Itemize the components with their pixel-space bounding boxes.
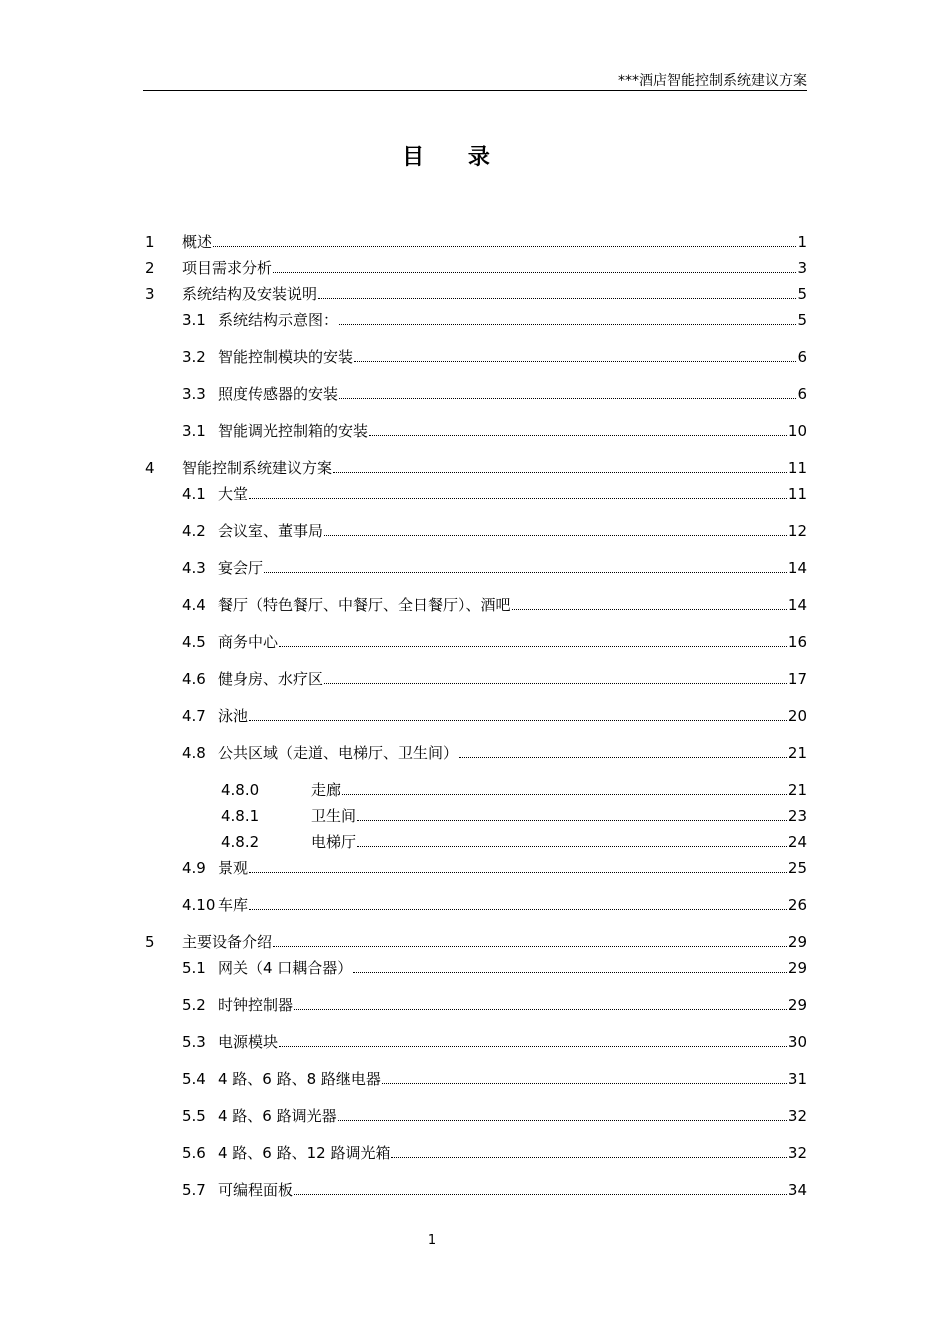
toc-entry-page: 17 (787, 670, 807, 688)
toc-entry-page: 26 (787, 896, 807, 914)
toc-entry[interactable] (182, 958, 807, 978)
toc-leader-dots (324, 535, 787, 536)
toc-entry-page: 14 (787, 596, 807, 614)
toc-entry[interactable] (145, 932, 807, 952)
toc-entry[interactable] (145, 284, 807, 304)
toc-entry[interactable] (182, 1069, 807, 1089)
toc-entry-number: 5.2 (182, 996, 206, 1014)
toc-leader-dots (294, 1009, 787, 1010)
toc-entry[interactable] (182, 995, 807, 1015)
toc-leader-dots (213, 246, 796, 247)
toc-entry-label: 系统结构示意图： (218, 311, 339, 329)
toc-entry-label: 电梯厅 (311, 833, 357, 851)
toc-entry[interactable] (182, 558, 807, 578)
toc-entry-page: 23 (787, 807, 807, 825)
toc-leader-dots (339, 324, 796, 325)
toc-entry-page: 16 (787, 633, 807, 651)
toc-entry-number: 3.2 (182, 348, 206, 366)
toc-leader-dots (512, 609, 787, 610)
toc-entry-label: 公共区域（走道、电梯厅、卫生间） (218, 744, 459, 762)
toc-entry-page: 34 (787, 1181, 807, 1199)
toc-entry[interactable] (182, 858, 807, 878)
toc-entry[interactable] (182, 1180, 807, 1200)
toc-entry-page: 6 (797, 385, 807, 403)
toc-entry-page: 5 (797, 311, 807, 329)
toc-entry-number: 3.1 (182, 422, 206, 440)
toc-entry-number: 1 (145, 233, 155, 251)
toc-entry-number: 4.8 (182, 744, 206, 762)
toc-entry-number: 4 (145, 459, 155, 477)
toc-entry-page: 14 (787, 559, 807, 577)
toc-entry[interactable] (182, 484, 807, 504)
toc-entry-label: 走廊 (311, 781, 342, 799)
toc-leader-dots (249, 720, 787, 721)
toc-entry[interactable] (182, 595, 807, 615)
toc-entry-label: 照度传感器的安装 (218, 385, 339, 403)
toc-entry-label: 电源模块 (218, 1033, 279, 1051)
toc-leader-dots (357, 846, 787, 847)
toc-entry[interactable] (145, 258, 807, 278)
toc-entry-page: 21 (787, 781, 807, 799)
toc-entry-number: 5.3 (182, 1033, 206, 1051)
toc-entry-number: 2 (145, 259, 155, 277)
toc-entry-label: 4 路、6 路、8 路继电器 (218, 1070, 381, 1088)
toc-entry[interactable] (145, 458, 807, 478)
toc-entry-label: 智能调光控制箱的安装 (218, 422, 369, 440)
page-number: 1 (427, 1233, 437, 1248)
header-text: ***酒店智能控制系统建议方案 (618, 73, 807, 89)
toc-entry-label: 智能控制系统建议方案 (182, 459, 333, 477)
toc-entry-label: 4 路、6 路调光器 (218, 1107, 337, 1125)
toc-entry[interactable] (182, 895, 807, 915)
toc-entry[interactable] (221, 780, 807, 800)
toc-leader-dots (369, 435, 787, 436)
toc-entry-label: 项目需求分析 (182, 259, 273, 277)
toc-entry-number: 4.3 (182, 559, 206, 577)
toc-entry-page: 20 (787, 707, 807, 725)
toc-entry-number: 4.10 (182, 896, 216, 914)
toc-entry[interactable] (182, 421, 807, 441)
toc-entry-page: 3 (797, 259, 807, 277)
toc-leader-dots (338, 1120, 787, 1121)
toc-entry-label: 会议室、董事局 (218, 522, 324, 540)
toc-entry-label: 可编程面板 (218, 1181, 294, 1199)
toc-entry-number: 4.8.2 (221, 833, 260, 851)
toc-entry[interactable] (221, 832, 807, 852)
toc-entry-label: 网关（4 口耦合器） (218, 959, 353, 977)
toc-title: 目 录 (402, 145, 508, 170)
toc-leader-dots (333, 472, 787, 473)
toc-entry-page: 21 (787, 744, 807, 762)
toc-entry[interactable] (182, 743, 807, 763)
toc-entry[interactable] (182, 347, 807, 367)
toc-entry-number: 3.1 (182, 311, 206, 329)
toc-entry-page: 29 (787, 959, 807, 977)
toc-entry-number: 3.3 (182, 385, 206, 403)
toc-leader-dots (249, 872, 787, 873)
toc-leader-dots (273, 946, 787, 947)
toc-entry-number: 4.7 (182, 707, 206, 725)
toc-entry-page: 25 (787, 859, 807, 877)
toc-entry-page: 10 (787, 422, 807, 440)
toc-entry[interactable] (182, 521, 807, 541)
header-rule (143, 90, 807, 91)
toc-entry-page: 5 (797, 285, 807, 303)
toc-entry[interactable] (182, 310, 807, 330)
toc-entry[interactable] (145, 232, 807, 252)
toc-entry-number: 5.5 (182, 1107, 206, 1125)
toc-entry-label: 餐厅（特色餐厅、中餐厅、全日餐厅）、酒吧 (218, 596, 511, 614)
toc-entry-number: 4.5 (182, 633, 206, 651)
toc-leader-dots (249, 909, 787, 910)
toc-entry-number: 5.7 (182, 1181, 206, 1199)
toc-entry[interactable] (182, 706, 807, 726)
toc-leader-dots (357, 820, 787, 821)
toc-entry-label: 智能控制模块的安装 (218, 348, 354, 366)
toc-entry-number: 5.1 (182, 959, 206, 977)
toc-entry-label: 泳池 (218, 707, 249, 725)
toc-entry-page: 29 (787, 996, 807, 1014)
toc-entry-label: 宴会厅 (218, 559, 264, 577)
toc-leader-dots (264, 572, 787, 573)
toc-entry[interactable] (182, 1143, 807, 1163)
toc-leader-dots (339, 398, 796, 399)
toc-entry-label: 时钟控制器 (218, 996, 294, 1014)
toc-leader-dots (249, 498, 787, 499)
toc-entry-label: 健身房、水疗区 (218, 670, 324, 688)
toc-entry-label: 概述 (182, 233, 213, 251)
toc-entry-number: 4.6 (182, 670, 206, 688)
toc-entry[interactable] (221, 806, 807, 826)
toc-entry-page: 31 (787, 1070, 807, 1088)
toc-entry[interactable] (182, 1032, 807, 1052)
toc-leader-dots (279, 646, 787, 647)
toc-entry-label: 主要设备介绍 (182, 933, 273, 951)
toc-entry-number: 4.1 (182, 485, 206, 503)
toc-entry-label: 卫生间 (311, 807, 357, 825)
toc-entry[interactable] (182, 1106, 807, 1126)
toc-leader-dots (324, 683, 787, 684)
toc-leader-dots (382, 1083, 787, 1084)
toc-entry-number: 5.4 (182, 1070, 206, 1088)
toc-entry[interactable] (182, 632, 807, 652)
toc-leader-dots (459, 757, 787, 758)
toc-entry-page: 32 (787, 1107, 807, 1125)
toc-entry-page: 12 (787, 522, 807, 540)
toc-entry-page: 30 (787, 1033, 807, 1051)
toc-entry-label: 4 路、6 路、12 路调光箱 (218, 1144, 391, 1162)
toc-entry-label: 系统结构及安装说明 (182, 285, 318, 303)
toc-entry-number: 5.6 (182, 1144, 206, 1162)
toc-leader-dots (294, 1194, 787, 1195)
toc-entry-label: 车库 (218, 896, 249, 914)
toc-entry-label: 景观 (218, 859, 249, 877)
toc-leader-dots (354, 361, 796, 362)
toc-entry-number: 4.4 (182, 596, 206, 614)
toc-entry[interactable] (182, 384, 807, 404)
toc-entry-page: 11 (787, 459, 807, 477)
toc-entry-page: 6 (797, 348, 807, 366)
toc-entry-label: 商务中心 (218, 633, 279, 651)
toc-entry-page: 24 (787, 833, 807, 851)
toc-entry-number: 4.8.0 (221, 781, 260, 799)
toc-entry-number: 5 (145, 933, 155, 951)
toc-entry-number: 4.2 (182, 522, 206, 540)
toc-entry-page: 32 (787, 1144, 807, 1162)
toc-entry-page: 29 (787, 933, 807, 951)
toc-entry-page: 1 (797, 233, 807, 251)
toc-leader-dots (273, 272, 796, 273)
toc-leader-dots (391, 1157, 786, 1158)
toc-leader-dots (279, 1046, 787, 1047)
toc-leader-dots (318, 298, 796, 299)
toc-entry-page: 11 (787, 485, 807, 503)
toc-entry-number: 4.9 (182, 859, 206, 877)
toc-entry-label: 大堂 (218, 485, 249, 503)
toc-entry-number: 3 (145, 285, 155, 303)
toc-entry[interactable] (182, 669, 807, 689)
toc-entry-number: 4.8.1 (221, 807, 260, 825)
toc-leader-dots (353, 972, 787, 973)
toc-leader-dots (342, 794, 787, 795)
